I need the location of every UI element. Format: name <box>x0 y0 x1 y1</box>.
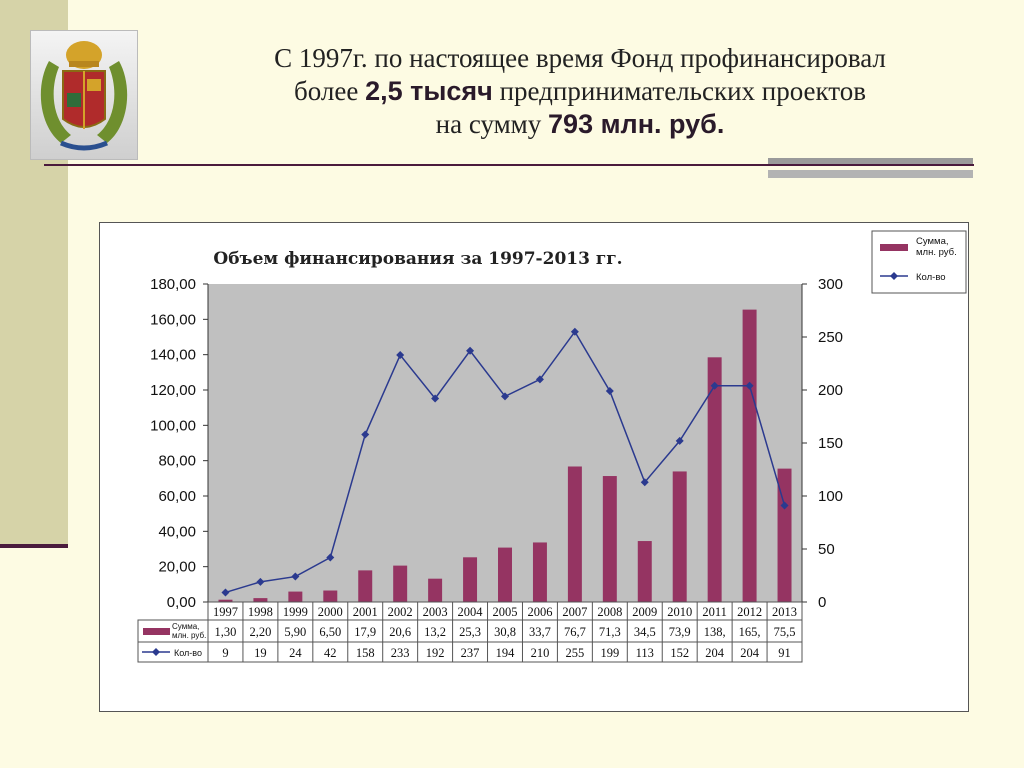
title-underline-grey-2 <box>768 170 973 178</box>
table-key-marker-icon <box>152 648 160 656</box>
title-line-2-pre: более <box>294 76 366 106</box>
bar-2003 <box>428 579 442 602</box>
sum-cell-2001: 17,9 <box>354 625 377 639</box>
bar-2000 <box>323 591 337 602</box>
left-decor-rule <box>0 544 68 548</box>
y-left-tick-label: 100,00 <box>150 417 196 435</box>
bar-2010 <box>673 471 687 602</box>
y-left-tick-label: 140,00 <box>150 346 196 364</box>
x-tick-label-2000: 2000 <box>317 605 343 619</box>
sum-cell-2009: 34,5 <box>633 625 656 639</box>
sum-cell-2007: 76,7 <box>563 625 586 639</box>
sum-cell-2004: 25,3 <box>459 625 481 639</box>
x-tick-label-2013: 2013 <box>772 605 798 619</box>
count-cell-2000: 42 <box>324 646 337 660</box>
y-left-tick-label: 20,00 <box>158 558 196 576</box>
table-row-label-count: Кол-во <box>174 648 202 658</box>
y-right-tick-label: 200 <box>818 382 844 399</box>
y-left-tick-label: 180,00 <box>150 276 196 293</box>
title-line-2-post: предпринимательских проектов <box>492 76 866 106</box>
count-cell-2005: 194 <box>495 646 515 660</box>
title-line-2-bold: 2,5 тысяч <box>365 76 493 106</box>
y-right-tick-label: 50 <box>818 541 835 558</box>
y-right-tick-label: 0 <box>818 594 827 611</box>
bar-2009 <box>638 541 652 602</box>
y-left-tick-label: 0,00 <box>166 594 196 611</box>
slide-title <box>160 42 1000 141</box>
title-line-2 <box>160 75 1000 108</box>
y-left-tick-label: 160,00 <box>150 311 196 329</box>
title-line-1: С 1997г. по настоящее время Фонд профинансировал <box>274 43 886 73</box>
x-tick-label-2006: 2006 <box>527 605 553 619</box>
coat-of-arms-icon <box>31 31 137 159</box>
x-tick-label-1997: 1997 <box>212 605 238 619</box>
sum-cell-2006: 33,7 <box>529 625 551 639</box>
sum-cell-1998: 2,20 <box>249 625 272 639</box>
legend-line-label: Кол-во <box>916 272 946 283</box>
count-cell-2003: 192 <box>425 646 445 660</box>
funding-chart <box>100 223 968 711</box>
count-cell-2009: 113 <box>635 646 654 660</box>
title-underline <box>44 164 974 166</box>
bar-1999 <box>288 592 302 602</box>
count-cell-2013: 91 <box>778 646 791 660</box>
title-line-3 <box>160 108 1000 141</box>
y-right-tick-label: 250 <box>818 329 844 346</box>
count-cell-2010: 152 <box>670 646 690 660</box>
x-tick-label-2008: 2008 <box>597 605 623 619</box>
count-cell-1999: 24 <box>289 646 302 660</box>
coat-of-arms-emblem <box>30 30 138 160</box>
count-cell-2004: 237 <box>460 646 480 660</box>
bar-2007 <box>568 466 582 602</box>
sum-cell-2005: 30,8 <box>494 625 516 639</box>
count-cell-2006: 210 <box>530 646 550 660</box>
bar-2006 <box>533 542 547 602</box>
x-tick-label-2007: 2007 <box>562 605 588 619</box>
table-key-bar-icon <box>143 628 170 635</box>
count-cell-2007: 255 <box>565 646 585 660</box>
x-tick-label-2012: 2012 <box>737 605 763 619</box>
y-right-tick-label: 150 <box>818 435 844 452</box>
bar-2008 <box>603 476 617 602</box>
sum-cell-2000: 6,50 <box>319 625 342 639</box>
x-tick-label-1999: 1999 <box>282 605 308 619</box>
table-row-label-sum: Сумма, <box>172 622 200 631</box>
bar-2012 <box>743 310 757 602</box>
x-tick-label-2009: 2009 <box>632 605 658 619</box>
sum-cell-2010: 73,9 <box>668 625 691 639</box>
count-cell-2002: 233 <box>390 646 410 660</box>
bar-2005 <box>498 548 512 602</box>
count-cell-2008: 199 <box>600 646 620 660</box>
sum-cell-2008: 71,3 <box>598 625 621 639</box>
title-line-3-bold: 793 млн. руб. <box>548 109 725 139</box>
x-tick-label-2003: 2003 <box>422 605 448 619</box>
sum-cell-1999: 5,90 <box>284 625 307 639</box>
y-right-tick-label: 100 <box>818 488 844 505</box>
title-underline-grey-1 <box>768 158 973 164</box>
count-cell-2011: 204 <box>705 646 725 660</box>
bar-1998 <box>253 598 267 602</box>
chart-title: Объем финансирования за 1997-2013 гг. <box>213 249 623 269</box>
legend-bar-icon <box>880 244 908 251</box>
title-line-3-pre: на сумму <box>435 109 549 139</box>
x-tick-label-2004: 2004 <box>457 605 483 619</box>
x-tick-label-2002: 2002 <box>387 605 413 619</box>
sum-cell-2013: 75,5 <box>773 625 796 639</box>
x-tick-label-1998: 1998 <box>247 605 273 619</box>
bar-2002 <box>393 566 407 602</box>
sum-cell-2011: 138, <box>703 625 726 639</box>
count-cell-1997: 9 <box>222 646 229 660</box>
sum-cell-2012: 165, <box>738 625 761 639</box>
chart-frame <box>99 222 969 712</box>
x-tick-label-2011: 2011 <box>702 605 727 619</box>
count-cell-1998: 19 <box>254 646 267 660</box>
bar-2001 <box>358 570 372 602</box>
y-left-tick-label: 60,00 <box>158 488 196 505</box>
x-tick-label-2001: 2001 <box>352 605 378 619</box>
sum-cell-2003: 13,2 <box>424 625 447 639</box>
x-tick-label-2005: 2005 <box>492 605 518 619</box>
y-right-tick-label: 300 <box>818 276 844 293</box>
sum-cell-2002: 20,6 <box>389 625 412 639</box>
sum-cell-1997: 1,30 <box>214 625 237 639</box>
x-tick-label-2010: 2010 <box>667 605 693 619</box>
y-left-tick-label: 120,00 <box>150 382 196 399</box>
y-left-tick-label: 40,00 <box>158 523 196 541</box>
y-left-tick-label: 80,00 <box>158 452 196 470</box>
table-row-label-sum-unit: млн. руб. <box>172 631 207 640</box>
count-cell-2001: 158 <box>355 646 375 660</box>
legend-bar-label: Сумма, <box>916 236 949 247</box>
count-cell-2012: 204 <box>740 646 759 660</box>
bar-2004 <box>463 557 477 602</box>
legend-bar-label-unit: млн. руб. <box>916 247 957 258</box>
